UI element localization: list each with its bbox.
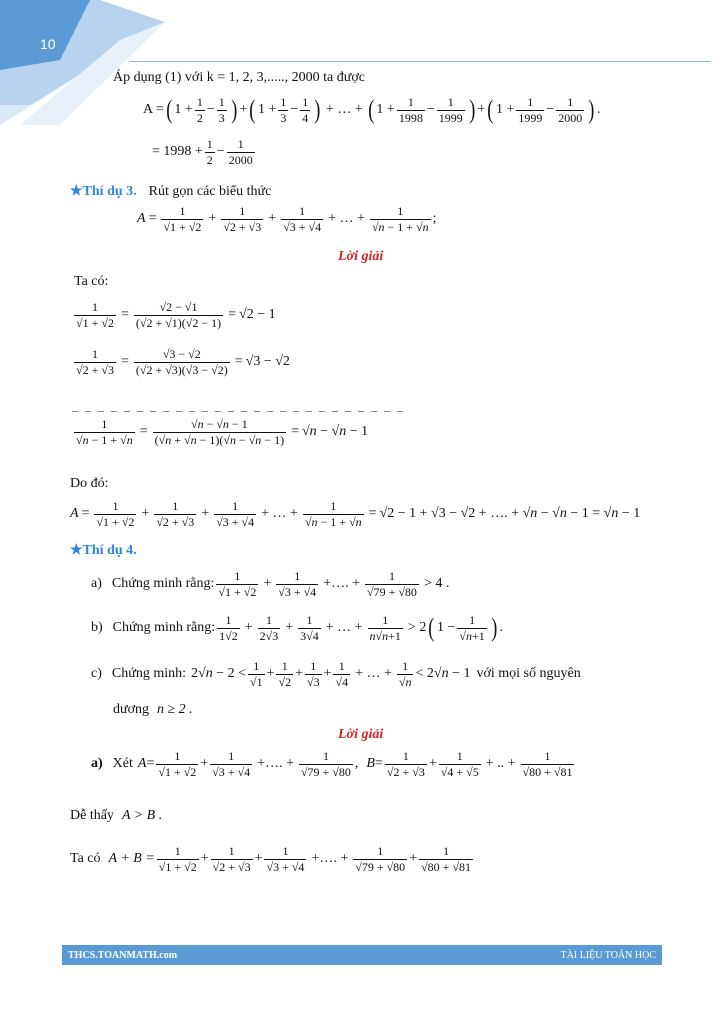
part-c-line2 [113, 702, 193, 718]
step-n: $\frac{1}{√n - 1 + √n}$ = $\frac{√n - √n - 1}{(√n + √n - 1)(√n - √n - 1)}$ = √n − √n − 1 [76, 417, 369, 447]
example4-label: ★Thí dụ 4. [70, 543, 137, 558]
eq-A-lhs: A = [143, 102, 164, 118]
part-c-text: Chứng minh: [111, 666, 186, 682]
ab-lhs: A + B = [108, 851, 155, 867]
sum-ab: Ta có A + B = $\frac{1}{√1 + √2}$ + $\frac{1}{√2 + √3}$ + $\frac{1}{√3 + √4}$ +…. + $\frac{1}{√79 + √80}$ + $\frac{1}{√80 + √81}$ [70, 844, 472, 874]
footer-site[interactable]: THCS.TOANMATH.com [68, 949, 178, 961]
part-b-text: Chứng minh rằng: [112, 620, 216, 636]
part-c: c) Chứng minh: 2√n − 2 < $\frac{1}{√1}$ + $\frac{1}{√2}$ + $\frac{1}{√3}$ + $\frac{1}{√4}$ + … + $\frac{1}{√n}$ < 2√n − 1 với mọi số nguyên [91, 659, 581, 689]
eq-1998-text: = 1998 + [152, 144, 203, 160]
ta-co-label: Ta có: [74, 274, 109, 289]
part-c-cond: n ≥ 2 . [157, 702, 193, 717]
dashed-separator: – – – – – – – – – – – – – – – – – – – – – – – – – – [72, 403, 405, 417]
de-thay-text: Dễ thấy [70, 808, 114, 823]
part-a-tag: a) [91, 576, 102, 592]
eq-A-expansion: A = ( 1 + $\frac{1}{2}$ − $\frac{1}{3}$ ) + ( 1 + $\frac{1}{3}$ − $\frac{1}{4}$ ) + … + ( 1 + $\frac{1}{1998}$ − $\frac{1}{1999}$ ) + ( 1 + $\frac{1}{1999}$ − $\frac{1}{2000}$ ) . [143, 95, 601, 125]
eq-1998: = 1998 + $\frac{1}{2}$ − $\frac{1}{2000}$ [152, 137, 253, 167]
page-number: 10 [40, 36, 56, 52]
a-gt-b: A > B . [121, 808, 163, 823]
step-2: $\frac{1}{√2 + √3}$ = $\frac{√3 - √2}{(√2 + √3)(√3 - √2)}$ = √3 − √2 [76, 347, 290, 377]
part-b-tag: b) [91, 620, 103, 636]
part-b-rhs: > 2 [407, 620, 427, 636]
footer-bar [62, 945, 662, 965]
de-thay [70, 808, 162, 824]
solution-heading-1: Lời giải [338, 249, 384, 264]
sol-a-text: Xét [112, 756, 133, 772]
part-a-text: Chứng minh rằng: [111, 576, 215, 592]
solution-heading-2: Lời giải [338, 727, 384, 742]
part-c-tail: với mọi số nguyên [476, 666, 581, 682]
step-1: $\frac{1}{√1 + √2}$ = $\frac{√2 - √1}{(√2 + √1)(√2 - 1)}$ = √2 − 1 [76, 300, 276, 330]
example3-text: Rút gọn các biểu thức [148, 183, 272, 199]
solution-a: a) Xét A = $\frac{1}{√1 + √2}$ + $\frac{1}{√3 + √4}$ +…. + $\frac{1}{√79 + √80}$ , B = $\frac{1}{√2 + √3}$ + $\frac{1}{√4 + √5}$ + .. + $\frac{1}{√80 + √81}$ [91, 749, 573, 779]
example3-heading [70, 183, 271, 200]
part-a: a) Chứng minh rằng: $\frac{1}{√1 + √2}$ + $\frac{1}{√3 + √4}$ +…. + $\frac{1}{√79 + √80}$ > 4 . [91, 569, 450, 599]
part-b: b) Chứng minh rằng: $\frac{1}{1√2}$ + $\frac{1}{2√3}$ + $\frac{1}{3√4}$ + … + $\frac{1}{n√n+1}$ > 2 ( 1 − $\frac{1}{√n+1}$ ) . [91, 613, 503, 643]
footer-title: TÀI LIỆU TOÁN HỌC [560, 949, 656, 961]
do-do-label: Do đó: [70, 476, 109, 491]
example3-label: ★Thí dụ 3. [70, 184, 137, 199]
header-rule [130, 61, 710, 62]
conclusion-formula: A = $\frac{1}{√1 + √2}$ + $\frac{1}{√2 + √3}$ + $\frac{1}{√3 + √4}$ + … + $\frac{1}{√n - 1 + √n}$ = √2 − 1 + √3 − √2 + …. + √n − √n − 1 = √n − 1 [70, 499, 641, 529]
sol-a-tag: a) [91, 756, 103, 772]
ta-co-sum: Ta có [70, 851, 101, 867]
example3-formula: A = $\frac{1}{√1 + √2}$ + $\frac{1}{√2 + √3}$ + $\frac{1}{√3 + √4}$ + … + $\frac{1}{√n - 1 + √n}$ ; [137, 204, 437, 234]
part-a-rhs: > 4 . [423, 576, 450, 592]
part-c-tag: c) [91, 666, 102, 682]
part-c-duong: dương [113, 702, 149, 717]
intro-text: Áp dụng (1) với k = 1, 2, 3,....., 2000 ta được [113, 70, 365, 85]
